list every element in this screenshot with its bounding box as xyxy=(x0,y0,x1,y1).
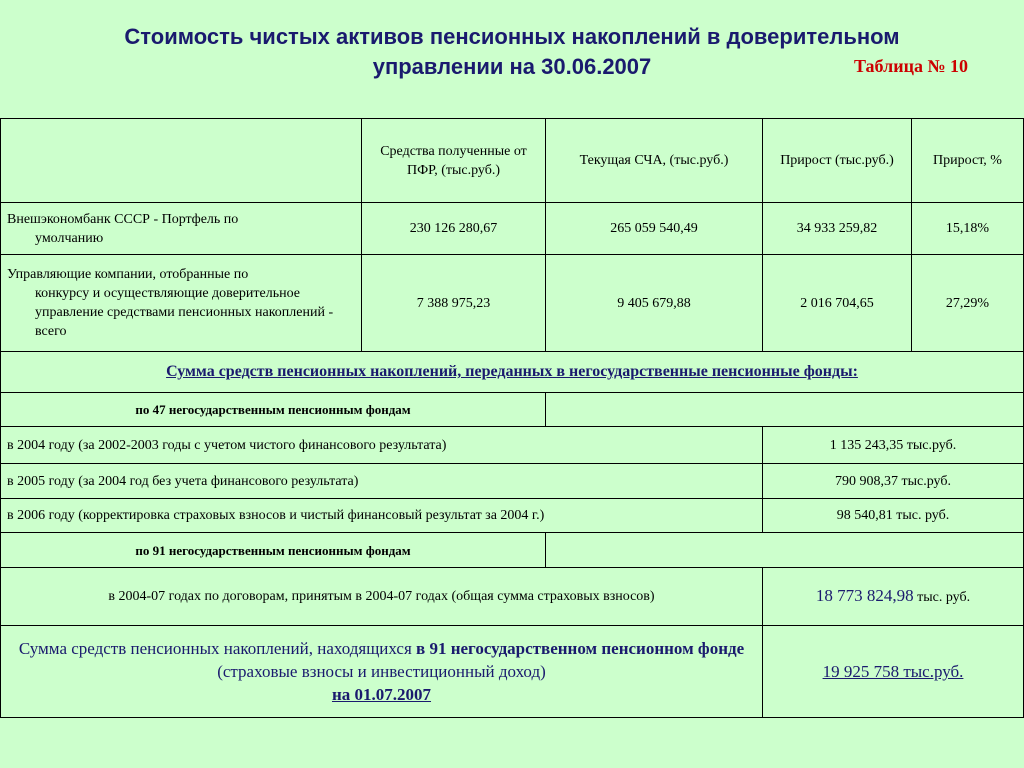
npf91-item-value xyxy=(762,567,1024,626)
npf47-label: по 47 негосударственным пенсионным фондам xyxy=(0,392,546,427)
summary-part3: (страховые взносы и инвестиционный доход) xyxy=(217,662,546,681)
section-title: Сумма средств пенсионных накоплений, переданных в негосударственные пенсионные фонды: xyxy=(0,351,1024,393)
npf91-empty-cell xyxy=(545,532,1024,568)
summary-part1: Сумма средств пенсионных накоплений, находящихся xyxy=(18,639,417,658)
table-row xyxy=(0,254,1024,352)
npf47-item-text: в 2005 году (за 2004 год без учета финансового результата) xyxy=(0,463,763,499)
summary-row xyxy=(0,625,1024,718)
header-col-growth: Прирост (тыс.руб.) xyxy=(762,118,912,203)
summary-text xyxy=(0,625,763,718)
row-growth: 2 016 704,65 xyxy=(762,254,912,352)
npf47-item-text: в 2006 году (корректировка страховых взносов и чистый финансовый результат за 2004 г.) xyxy=(0,498,763,533)
table-row xyxy=(0,426,1024,464)
row-name-line1: Внешэкономбанк СССР - Портфель по xyxy=(7,211,239,227)
title-line-2: управлении на 30.06.2007 xyxy=(372,54,652,79)
npf91-item-value-number: 18 773 824,98 xyxy=(815,586,914,605)
summary-part2: в 91 негосударственном пенсионном фонде xyxy=(416,639,745,658)
table-row xyxy=(0,202,1024,255)
row-growth-pct: 27,29% xyxy=(911,254,1024,352)
summary-date: на 01.07.2007 xyxy=(331,685,432,704)
header-col-name xyxy=(0,118,362,203)
row-name xyxy=(0,202,362,255)
table-row xyxy=(0,463,1024,499)
row-name xyxy=(0,254,362,352)
npf91-item-text: в 2004-07 годах по договорам, принятым в 2004-07 годах (общая сумма страховых взносов) xyxy=(0,567,763,626)
header-col-current: Текущая СЧА, (тыс.руб.) xyxy=(545,118,763,203)
row-received: 7 388 975,23 xyxy=(361,254,546,352)
summary-value: 19 925 758 тыс.руб. xyxy=(762,625,1024,718)
table-row xyxy=(0,567,1024,626)
npf47-header-row xyxy=(0,392,1024,427)
npf91-label: по 91 негосударственным пенсионным фондам xyxy=(0,532,546,568)
npf47-item-text: в 2004 году (за 2002-2003 годы с учетом чистого финансового результата) xyxy=(0,426,763,464)
npf47-item-value: 1 135 243,35 тыс.руб. xyxy=(762,426,1024,464)
row-growth-pct: 15,18% xyxy=(911,202,1024,255)
table-number: Таблица № 10 xyxy=(854,56,969,76)
title-line-1: Стоимость чистых активов пенсионных накоплений в доверительном xyxy=(124,24,900,49)
row-received: 230 126 280,67 xyxy=(361,202,546,255)
table-header-row xyxy=(0,118,1024,203)
npf47-item-value: 790 908,37 тыс.руб. xyxy=(762,463,1024,499)
row-current: 265 059 540,49 xyxy=(545,202,763,255)
row-name-line1: Управляющие компании, отобранные по xyxy=(7,267,249,282)
npf47-empty-cell xyxy=(545,392,1024,427)
npf47-item-value: 98 540,81 тыс. руб. xyxy=(762,498,1024,533)
row-growth: 34 933 259,82 xyxy=(762,202,912,255)
header-col-growth-pct: Прирост, % xyxy=(911,118,1024,203)
npf91-header-row xyxy=(0,532,1024,568)
row-name-line2: конкурсу и осуществляющие доверительное управление средствами пенсионных накоплений - всего xyxy=(35,286,334,339)
npf91-item-value-unit: тыс. руб. xyxy=(913,590,971,605)
table-row xyxy=(0,498,1024,533)
row-name-line2: умолчанию xyxy=(35,230,104,246)
header-col-received: Средства полученные от ПФР, (тыс.руб.) xyxy=(361,118,546,203)
row-current: 9 405 679,88 xyxy=(545,254,763,352)
